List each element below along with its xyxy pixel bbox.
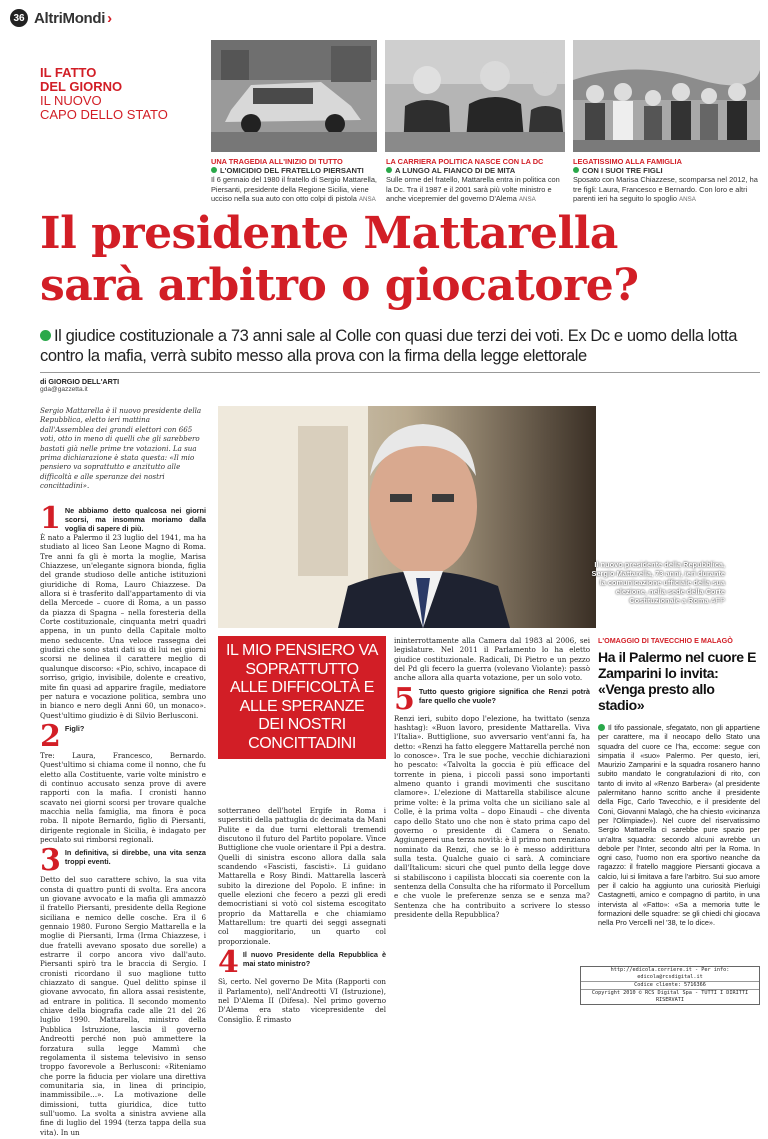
photo-politicians: [385, 40, 565, 152]
question-block: 5 Tutto questo grigiore significa che Renzi potrà fare quello che vuole?: [394, 681, 590, 717]
question-block: 4 Il nuovo Presidente della Repubblica è mai stato ministro?: [218, 945, 386, 981]
question-block: 3 In definitiva, si direbbe, una vita senza troppi eventi.: [40, 843, 206, 879]
sidebar-kicker: L'OMAGGIO DI TAVECCHIO E MALAGÒ: [598, 636, 733, 645]
photo-car: [211, 40, 377, 152]
copyright-footer: http://edicola.corriere.it - Per info: edicola@rcsdigital.it Codice cliente: 5716366 Copyright 2010 © RCS Digital Spa - TUTTI I DIRITTI RISERVATI: [580, 966, 760, 1005]
main-photo: [218, 406, 596, 628]
headline: Il presidente Mattarella sarà arbitro o giocatore?: [40, 208, 639, 311]
subheadline: Il giudice costituzionale a 73 anni sale al Colle con quasi due terzi dei voti. Ex Dc e uomo della lotta contro la mafia, verrà subito messo alla prova con la firma della legge elettorale: [40, 327, 737, 365]
article-intro: Sergio Mattarella è il nuovo presidente della Repubblica, eletto ieri mattina dall'Assemblea dei grandi elettori con 665 voti, otto in meno di quelli che gli sarebbero bastati già nelle prime tre votazioni. La sua prima dichiarazione è stata questa: «Il mio pensiero va soprattutto e anzitutto alle difficoltà e alle speranze dei nostri concittadini».: [40, 406, 202, 491]
kicker-line: IL FATTO: [40, 65, 97, 80]
kicker-line: IL NUOVO: [40, 93, 102, 108]
kicker-box: [40, 66, 200, 122]
question-block: 2 Figli?: [40, 718, 85, 754]
article-column-1: 1 Ne abbiamo detto qualcosa nei giorni scorsi, ma insomma moriamo dalla voglia di sapere di più. È nato a Palermo il 23 luglio del 1941, ma ha studiato al liceo San Leone Magno di Roma. Tre anni fa gli è morta la moglie, Marisa Chiazzese, un'elegante signora bionda, figlia del grande studioso delle antiche istituzioni giuridiche di Roma, Lauro Chiazzese. Da allora si è trasferito dall'appartamento di via della Mercede – cuore di Roma, a un passo da piazza di Spagna – nella foresteria della Corte costituzionale, cinquanta metri quadri appena, in un punto della Capitale molto meno seducente. Una veloce rassegna dei giudizi che sono stati dati su di lui nei giorni scorsi ne delinea il carattere meglio di qualunque discorso: «Pio, schivo, incapace di sorriso, grigio, invisibile, dolente e creativo, mite fin quasi ad apparire fragile, mediatore per natura e vocazione politica, sembra uno in bianco e nero degli Anni 60, un monaco». Quest'ultimo giudizio è di Silvio Berlusconi. 2 Figli? Tre: Laura, Francesco, Bernardo. Quest'ultimo si chiama come il nonno, che fu eletto alla Costituente, varie volte ministro e di continuo accusato senza prove di avere rapporti con la mafia. I cronisti hanno scavato nei giorni scorsi per trovare qualche macchia nella famiglia, ma finora è poca roba. Il nipote Bernardo, figlio di Piersanti, dirigente regionale in Sicilia, è indagato per peculato sui rimborsi regionali. 3 In definitiva, si direbbe, una vita senza troppi eventi. Detto del suo carattere schivo, la sua vita consta di quattro punti di svolta. Era ancora un giovane avvocato e la mafia gli ammazzò il fratello Piersanti, presidente della Regione siciliana e nemico delle cosche. Era il 6 gennaio 1980. Furono Sergio Mattarella e la moglie di Piersanti, Irma (Irma Chiazzese, i due fratelli avevano sposato due sorelle) a estrarre il corpo ancora vivo dall'auto. Piersanti spirò tra le braccia di Sergio. I cronisti ricordano il suo maglione tutto chiazzato di sangue. Quel delitto spinse il giovane avvocato, fin allora assai resistente, ad entrare in politica. Il secondo momento chiave della biografia cade alle 21 del 26 luglio 1990. Mattarella, ministro della Pubblica Istruzione, lascia il governo Andreotti perché non può ammettere la forzatura sulla legge Mammì che regolamenta il sistema televisivo in senso troppo favorevole a Berlusconi: «Riteniamo che porre la fiducia per violare una direttiva comunitaria sia, in linea di principio, inammissibile…». La motivazione delle dimissioni, tutta giuridica, dice tutto sull'uomo. La svolta a sinistra avviene alla fine di luglio del 1994 (terza tappa della sua vita). In un: [40, 501, 206, 1137]
bullet-dot-icon: [211, 167, 217, 173]
photo-family: [573, 40, 760, 152]
photo-caption-3: LEGATISSIMO ALLA FAMIGLIA CON I SUOI TRE FIGLI Sposato con Marisa Chiazzese, scomparsa nel 2012, ha tre figli: Laura, Francesco e Bernardo. Con loro e altri parenti ieri ha seguito lo spoglio ANSA: [573, 157, 758, 203]
photo-caption-1: UNA TRAGEDIA ALL'INIZIO DI TUTTO L'OMICIDIO DEL FRATELLO PIERSANTI Il 6 gennaio del 1980 il fratello di Sergio Mattarella, Piersanti, presidente della Regione Sicilia, viene ucciso nella sua auto con otto colpi di pistola ANSA: [211, 157, 377, 203]
byline: di GIORGIO DELL'ARTI: [40, 377, 120, 386]
page-header: [10, 8, 112, 28]
main-photo-caption: Il nuovo presidente della Repubblica, Sergio Mattarella, 73 anni, ieri durante la comunicazione ufficiale della sua elezione, nella sede della Corte Costituzionale a Roma AFP: [591, 560, 725, 605]
question-block: 1 Ne abbiamo detto qualcosa nei giorni scorsi, ma insomma moriamo dalla voglia di sapere di più.: [40, 501, 206, 536]
bullet-dot-icon: [573, 167, 579, 173]
sidebar-headline: Ha il Palermo nel cuore E Zamparini lo invita: «Venga presto allo stadio»: [598, 649, 757, 713]
divider: [40, 372, 760, 373]
page-number: 36: [10, 9, 28, 27]
bullet-dot-icon: [386, 167, 392, 173]
section-title[interactable]: AltriMondi ›: [34, 9, 112, 27]
kicker-line: CAPO DELLO STATO: [40, 107, 168, 122]
bullet-dot-icon: [40, 330, 51, 341]
chevron-right-icon: ›: [107, 9, 112, 27]
author-email[interactable]: gda@gazzetta.it: [40, 386, 88, 393]
kicker-line: DEL GIORNO: [40, 79, 123, 94]
pull-quote: IL MIO PENSIERO VA SOPRATTUTTO ALLE DIFFICOLTÀ E ALLE SPERANZE DEI NOSTRI CONCITTADINI: [218, 636, 386, 759]
sidebar-box: [598, 636, 760, 928]
footer-link[interactable]: http://edicola.corriere.it - Per info: edicola@rcsdigital.it: [581, 967, 759, 982]
sidebar-text: Il tifo passionale, sfegatato, non gli appartiene per carattere, ma il neocapo dello Stato una squadra del cuore ce l'ha, eccome: segue con simpatia il «suo» Palermo. Per questo, ieri, Maurizio Zamparini e la squadra rosanero hanno subito mandato le congratulazioni di rito, con tanto di invito al «Renzo Barbera» (al presidente palermitano hanno scritto anche il presidente della Figc, Carlo Tavecchio, e il presidente del Coni, Giovanni Malagò, che ha chiesto «vicinanza per l'Olimpiade»). Nel cuore del riservatissimo Sergio Mattarella ci sarebbe pure spazio per un'altra squadra: secondo alcuni avrebbe un debole per l'Inter, secondo altri per la Roma. In ogni caso, l'uomo non era sportivo neanche da ragazzo: il fratello maggiore Piersanti giocava a calcio, lui si limitava a fare l'arbitro. Sui suo amore per il calcio ha aggiunto una curiosità Pierluigi Castagnetti, amico e compagno di partito, in una intervista al «Fatto»: «Sa a memoria tutte le formazioni delle squadre: se gli chiedi chi giocava nella Pro Vercelli nel '38, te lo dice».: [598, 723, 760, 928]
article-column-4: ininterrottamente alla Camera dal 1983 al 2006, sei legislature. Nel 2011 il Parlamento lo ha eletto giudice costituzionale. Radicali, Di Pietro e un pezzo del Pd gli fecero la guerra (volevano Violante): passò anche allora alla quarta votazione, per un solo voto. 5 Tutto questo grigiore significa che Renzi potrà fare quello che vuole? Renzi ieri, subito dopo l'elezione, ha twittato (senza hashtag): «Buon lavoro, presidente Mattarella. Viva l'Italia». Buttiglione, suo avversario vent'anni fa, ha detto: «Renzi ha fatto eleggere Mattarella perché non lo conosce». Tra le sue poche, vecchie dichiarazioni ho pescato: «Talvolta la goccia è più efficace del torrente in piena, i piccoli passi sono importanti almeno quanto i grandi movimenti che suscitano clamore». L'elezione di Mattarella stabilisce alcune prime volte: è la prima volta che un siciliano sale al Colle, è la prima volta – dopo Einaudi – che diventa capo dello Stato uno che non è stato prima capo del governo o presidente di Camera o Senato. Aggiungerei una terza novità: è il primo non renziano nominato da Renzi, che se lo è messo addirittura sulla testa. Qualche guaio ci sarà. A cominciare dall'Italicum: sicuri che quel punto della legge dove si stabiliscono i capilista bloccati sia coerente con la sentenza della Consulta che ha riformato il Porcellum e che vuole le preferenze senza se e senza ma? Sentenza che ha contribuito a scrivere lo stesso presidente della Repubblica?: [394, 636, 590, 919]
photo-caption-2: LA CARRIERA POLITICA NASCE CON LA DC A LUNGO AL FIANCO DI DE MITA Sulle orme del fratello, Mattarella entra in politica con la Dc. Tra il 1987 e il 2001 sarà più volte ministro e anche vicepremier del governo D'Alema ANSA: [386, 157, 560, 203]
bullet-dot-icon: [598, 724, 605, 731]
article-column-3: sotterraneo dell'hotel Ergife in Roma i superstiti della pattuglia dc decimata da Mani Pulite e da due turni elettorali tremendi discutono il futuro del Partito popolare. Vince Buttiglione che vuole orientare il Ppi a destra. Quelli di sinistra escono allora dalla sala scandendo «Fascisti, fascisti». Li guidano Mattarella e Rosy Bindi. Mattarella lascerà subito la direzione del Popolo. E infine: in quelle elezioni che fecero a pezzi gli eredi democristiani si votò col sistema escogitato proprio da Mattarella e che chiamiamo Mattarellum: tre quarti dei seggi assegnati col maggioritario, un quarto col proporzionale. 4 Il nuovo Presidente della Repubblica è mai stato ministro? Sì, certo. Nel governo De Mita (Rapporti con il Parlamento), nell'Andreotti VI (Istruzione), nel D'Alema II (Difesa). Nel primo governo D'Alema era stato vicepresidente del Consiglio. È rimasto: [218, 806, 386, 1024]
